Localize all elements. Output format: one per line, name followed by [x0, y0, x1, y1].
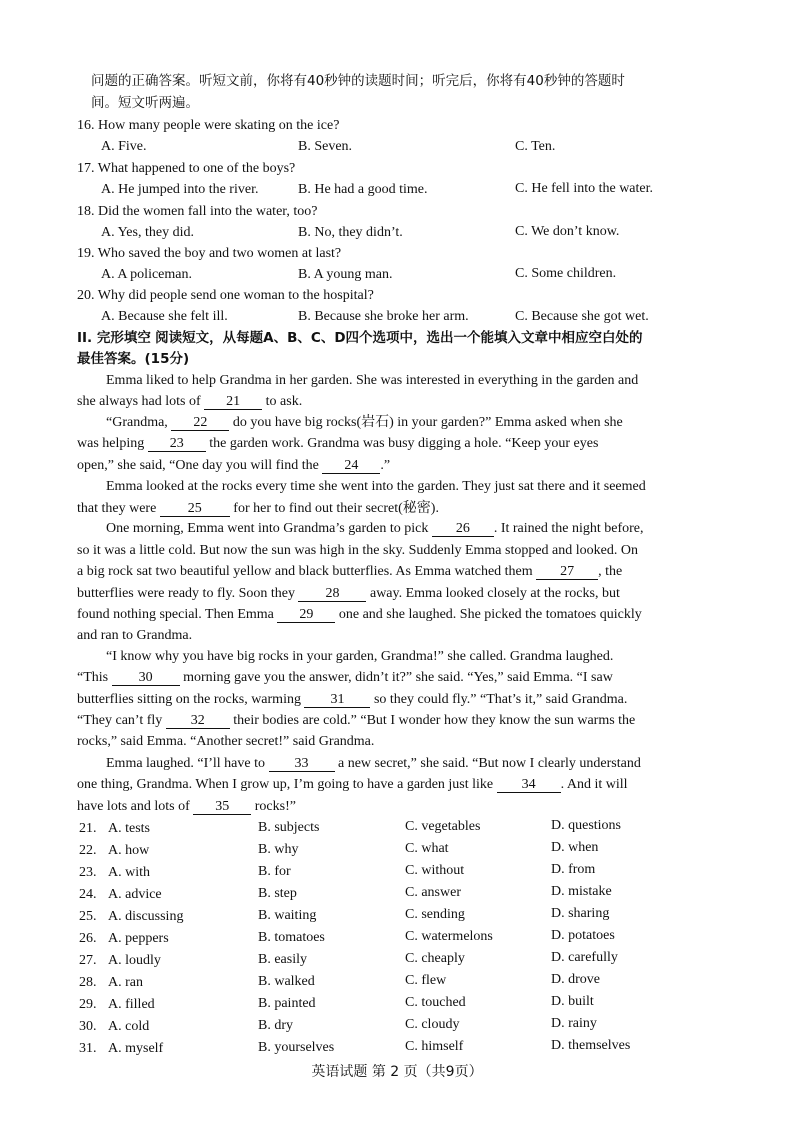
blank-29: 29 [277, 607, 335, 623]
option-27-a: A. loudly [108, 953, 161, 968]
blank-26: 26 [432, 521, 494, 537]
option-24-a: A. advice [108, 887, 162, 902]
option-27-c: C. cheaply [405, 951, 465, 966]
option-17-b: B. He had a good time. [298, 182, 428, 197]
option-21-c: C. vegetables [405, 819, 481, 834]
option-row-30-number: 30. [79, 1019, 97, 1034]
option-row-21-number: 21. [79, 821, 97, 836]
option-25-a: A. discussing [108, 909, 184, 924]
option-29-c: C. touched [405, 995, 466, 1010]
option-row-22-number: 22. [79, 843, 97, 858]
passage-line-13: and ran to Grandma. [77, 628, 193, 643]
passage-line-19: Emma laughed. “I’ll have to 33 a new secret,” she said. “But now I clearly understand [106, 756, 641, 771]
option-25-d: D. sharing [551, 906, 610, 921]
passage-line-7: that they were 25 for her to find out their secret(秘密). [77, 501, 439, 516]
passage-line-12: found nothing special. Then Emma 29 one and she laughed. She picked the tomatoes quickly [77, 607, 642, 622]
section-2-heading [77, 329, 643, 347]
option-16-c: C. Ten. [515, 139, 556, 154]
passage-line-17: “They can’t fly 32 their bodies are cold.” “But I wonder how they know the sun warms the [77, 713, 636, 728]
passage-line-18: rocks,” said Emma. “Another secret!” said Grandma. [77, 734, 375, 749]
option-row-25-number: 25. [79, 909, 97, 924]
option-28-b: B. walked [258, 974, 315, 989]
option-26-d: D. potatoes [551, 928, 615, 943]
option-30-a: A. cold [108, 1019, 150, 1034]
option-23-a: A. with [108, 865, 150, 880]
option-26-b: B. tomatoes [258, 930, 325, 945]
option-22-b: B. why [258, 842, 299, 857]
blank-34: 34 [497, 777, 561, 793]
passage-line-20: one thing, Grandma. When I grow up, I’m going to have a garden just like 34 . And it will [77, 777, 628, 792]
option-25-c: C. sending [405, 907, 465, 922]
passage-line-4: was helping 23 the garden work. Grandma was busy digging a hole. “Keep your eyes [77, 436, 599, 451]
option-16-a: A. Five. [101, 139, 147, 154]
passage-line-21: have lots and lots of 35 rocks!” [77, 799, 296, 814]
option-28-a: A. ran [108, 975, 143, 990]
blank-33: 33 [269, 756, 335, 772]
question-17: 17. What happened to one of the boys? [77, 161, 296, 176]
blank-28: 28 [298, 586, 366, 602]
passage-line-11: butterflies were ready to fly. Soon they 28 away. Emma looked closely at the rocks, but [77, 586, 620, 601]
option-31-a: A. myself [108, 1041, 164, 1056]
option-29-b: B. painted [258, 996, 316, 1011]
blank-27: 27 [536, 564, 598, 580]
option-30-c: C. cloudy [405, 1017, 460, 1032]
option-18-b: B. No, they didn’t. [298, 225, 403, 240]
option-29-a: A. filled [108, 997, 155, 1012]
passage-line-1: Emma liked to help Grandma in her garden. She was interested in everything in the garden and [106, 373, 639, 388]
option-18-a: A. Yes, they did. [101, 225, 194, 240]
passage-line-9: so it was a little cold. But now the sun was high in the sky. Suddenly Emma stopped and looked. On [77, 543, 638, 558]
option-row-27-number: 27. [79, 953, 97, 968]
section-2-label: II. 完形填空 [77, 330, 151, 346]
blank-30: 30 [112, 670, 180, 686]
option-28-d: D. drove [551, 972, 600, 987]
option-25-b: B. waiting [258, 908, 317, 923]
question-18: 18. Did the women fall into the water, too? [77, 204, 318, 219]
passage-line-3: “Grandma, 22 do you have big rocks(岩石) in your garden?” Emma asked when she [106, 415, 623, 430]
option-23-d: D. from [551, 862, 596, 877]
option-24-d: D. mistake [551, 884, 612, 899]
option-27-d: D. carefully [551, 950, 618, 965]
option-16-b: B. Seven. [298, 139, 353, 154]
option-18-c: C. We don’t know. [515, 224, 620, 239]
question-16: 16. How many people were skating on the ice? [77, 118, 340, 133]
blank-23: 23 [148, 436, 206, 452]
option-19-c: C. Some children. [515, 266, 617, 281]
passage-line-5: open,” she said, “One day you will find the 24 .” [77, 458, 391, 473]
option-row-23-number: 23. [79, 865, 97, 880]
question-19: 19. Who saved the boy and two women at last? [77, 246, 342, 261]
option-row-31-number: 31. [79, 1041, 97, 1056]
section-2-instruction-1: 阅读短文，从每题A、B、C、D四个选项中，选出一个能填入文章中相应空白处的 [155, 330, 643, 346]
option-24-b: B. step [258, 886, 297, 901]
section-2-instruction-2: 最佳答案。(15分) [77, 351, 190, 367]
blank-25: 25 [160, 501, 230, 517]
intro-line-2: 间。短文听两遍。 [91, 95, 199, 111]
option-20-c: C. Because she got wet. [515, 309, 649, 324]
option-22-a: A. how [108, 843, 150, 858]
option-row-26-number: 26. [79, 931, 97, 946]
blank-32: 32 [166, 713, 230, 729]
option-21-b: B. subjects [258, 820, 320, 835]
option-31-d: D. themselves [551, 1038, 631, 1053]
option-19-a: A. A policeman. [101, 267, 192, 282]
passage-line-6: Emma looked at the rocks every time she went into the garden. They just sat there and it seemed [106, 479, 646, 494]
blank-35: 35 [193, 799, 251, 815]
option-30-d: D. rainy [551, 1016, 597, 1031]
option-22-d: D. when [551, 840, 599, 855]
option-17-a: A. He jumped into the river. [101, 182, 259, 197]
passage-line-16: butterflies sitting on the rocks, warming 31 so they could fly.” “That’s it,” said Grandma. [77, 692, 628, 707]
option-row-29-number: 29. [79, 997, 97, 1012]
option-26-a: A. peppers [108, 931, 169, 946]
passage-line-10: a big rock sat two beautiful yellow and black butterflies. As Emma watched them 27 , the [77, 564, 623, 579]
passage-line-15: “This 30 morning gave you the answer, didn’t it?” she said. “Yes,” said Emma. “I saw [77, 670, 613, 685]
option-28-c: C. flew [405, 973, 447, 988]
blank-21: 21 [204, 394, 262, 410]
option-22-c: C. what [405, 841, 449, 856]
option-31-b: B. yourselves [258, 1040, 335, 1055]
passage-line-8: One morning, Emma went into Grandma’s garden to pick 26 . It rained the night before, [106, 521, 644, 536]
blank-22: 22 [171, 415, 229, 431]
intro-line-1: 问题的正确答案。听短文前，你将有40秒钟的读题时间；听完后，你将有40秒钟的答题时 [91, 73, 625, 89]
option-19-b: B. A young man. [298, 267, 393, 282]
option-23-b: B. for [258, 864, 291, 879]
option-31-c: C. himself [405, 1039, 464, 1054]
option-21-d: D. questions [551, 818, 621, 833]
option-23-c: C. without [405, 863, 465, 878]
page-footer: 英语试题 第 2 页（共9页） [311, 1064, 483, 1080]
option-row-28-number: 28. [79, 975, 97, 990]
option-27-b: B. easily [258, 952, 307, 967]
question-20: 20. Why did people send one woman to the hospital? [77, 288, 374, 303]
blank-31: 31 [304, 692, 370, 708]
passage-line-2: she always had lots of 21 to ask. [77, 394, 303, 409]
option-29-d: D. built [551, 994, 594, 1009]
option-20-b: B. Because she broke her arm. [298, 309, 469, 324]
option-17-c: C. He fell into the water. [515, 181, 654, 196]
option-26-c: C. watermelons [405, 929, 493, 944]
option-row-24-number: 24. [79, 887, 97, 902]
blank-24: 24 [322, 458, 380, 474]
option-20-a: A. Because she felt ill. [101, 309, 228, 324]
option-21-a: A. tests [108, 821, 150, 836]
passage-line-14: “I know why you have big rocks in your garden, Grandma!” she called. Grandma laughed. [106, 649, 614, 664]
option-30-b: B. dry [258, 1018, 293, 1033]
option-24-c: C. answer [405, 885, 461, 900]
